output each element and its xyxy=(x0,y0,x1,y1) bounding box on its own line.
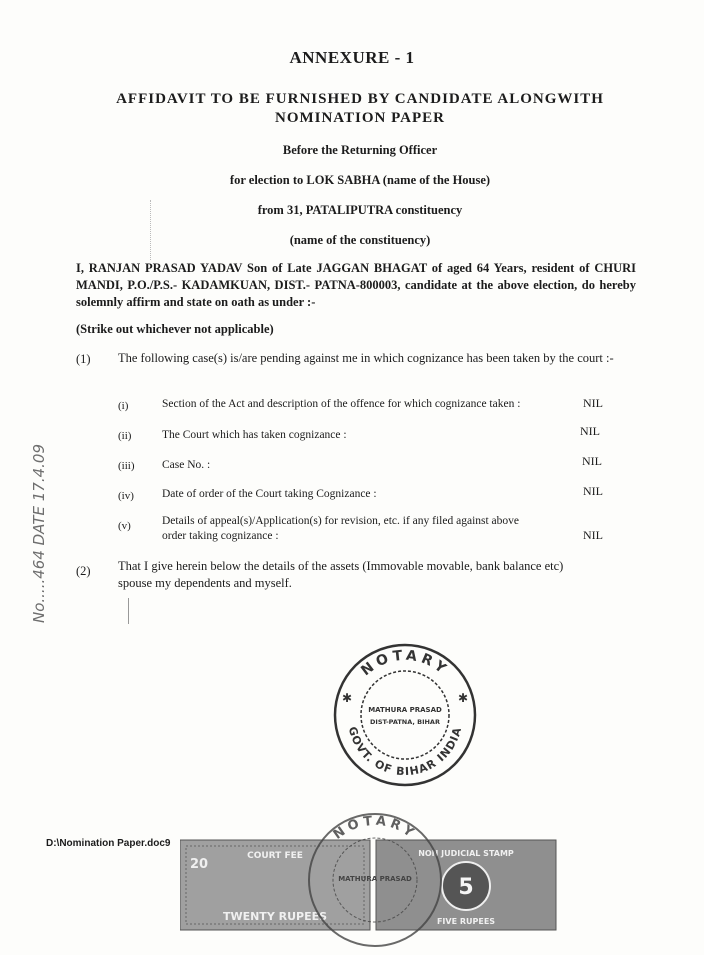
item-2-value: NIL xyxy=(580,424,600,438)
constituency-note: (name of the constituency) xyxy=(289,233,431,247)
item-2-text: The Court which has taken cognizance : xyxy=(162,429,347,441)
election-line: for election to LOK SABHA (name of the House) xyxy=(229,173,491,187)
notary-seal xyxy=(330,640,480,790)
annexure-heading: ANNEXURE - 1 xyxy=(289,48,415,67)
strike-note: (Strike out whichever not applicable) xyxy=(76,322,274,336)
file-path-footer: D:\Nomination Paper.doc9 xyxy=(46,838,171,849)
para-2-number: (2) xyxy=(76,564,91,578)
item-3-text: Case No. : xyxy=(162,459,211,471)
title-line-1: AFFIDAVIT TO BE FURNISHED BY CANDIDATE ALONGWITH xyxy=(116,91,604,107)
intro-statement: I, RANJAN PRASAD YADAV Son of Late JAGGAN BHAGAT of aged 64 Years, resident of CHURI MANDI, P.O./P.S.- KADAMKUAN, DIST.- PATNA-800003, candidate at the above election, do hereby solemnly affirm and state on oath as under :- xyxy=(76,261,636,309)
seal-2-name: MATHURA PRASAD xyxy=(338,875,412,883)
item-2-roman: (ii) xyxy=(118,430,132,442)
seal-name: MATHURA PRASAD xyxy=(368,706,442,714)
item-4-roman: (iv) xyxy=(118,490,134,502)
item-4-text: Date of order of the Court taking Cognizance : xyxy=(162,488,377,500)
item-5-text: Details of appeal(s)/Application(s) for revision, etc. if any filed against above order taking cognizance : xyxy=(162,515,520,542)
seal-place: DIST-PATNA, BIHAR xyxy=(370,718,440,726)
item-1-value: NIL xyxy=(583,396,603,410)
para-2-text: That I give herein below the details of the assets (Immovable movable, bank balance etc) spouse my dependents and myself. xyxy=(118,559,564,590)
constituency-line: from 31, PATALIPUTRA constituency xyxy=(257,203,463,217)
item-3-value: NIL xyxy=(582,454,602,468)
notary-seal-over-stamps xyxy=(300,805,450,955)
stamp-right-value: 5 xyxy=(458,875,474,900)
pencil-mark xyxy=(150,200,157,260)
pencil-mark xyxy=(128,598,133,624)
before-returning-officer: Before the Returning Officer xyxy=(282,143,438,157)
seal-2-top-text: NOTARY xyxy=(330,813,420,843)
stamp-right-bottom: FIVE RUPEES xyxy=(436,917,496,926)
item-3-roman: (iii) xyxy=(118,460,135,472)
item-5-value: NIL xyxy=(583,528,603,542)
stamp-right-top: NON JUDICIAL STAMP xyxy=(418,849,514,858)
seal-top-text: NOTARY xyxy=(358,647,452,680)
handwritten-number-date xyxy=(24,395,54,625)
item-1-roman: (i) xyxy=(118,400,129,412)
seal-star-icon: ✱ xyxy=(458,691,469,705)
para-1-text: The following case(s) is/are pending against me in which cognizance has been taken by the court :- xyxy=(118,351,614,365)
affidavit-title xyxy=(60,90,660,128)
stamp-left-top: COURT FEE xyxy=(247,851,303,861)
para-1-number: (1) xyxy=(76,352,91,366)
item-4-value: NIL xyxy=(583,484,603,498)
seal-star-icon: ✱ xyxy=(342,691,353,705)
stamp-left-value: 20 xyxy=(190,857,209,872)
handwritten-text: No.....464 DATE 17.4.09 xyxy=(30,443,48,623)
item-5-roman: (v) xyxy=(118,520,131,532)
title-line-2: NOMINATION PAPER xyxy=(274,110,446,126)
stamp-left-bottom: TWENTY RUPEES xyxy=(222,910,328,923)
item-1-text: Section of the Act and description of the offence for which cognizance taken : xyxy=(162,398,521,410)
seal-bottom-text: GOVT. OF BIHAR INDIA xyxy=(345,725,465,779)
